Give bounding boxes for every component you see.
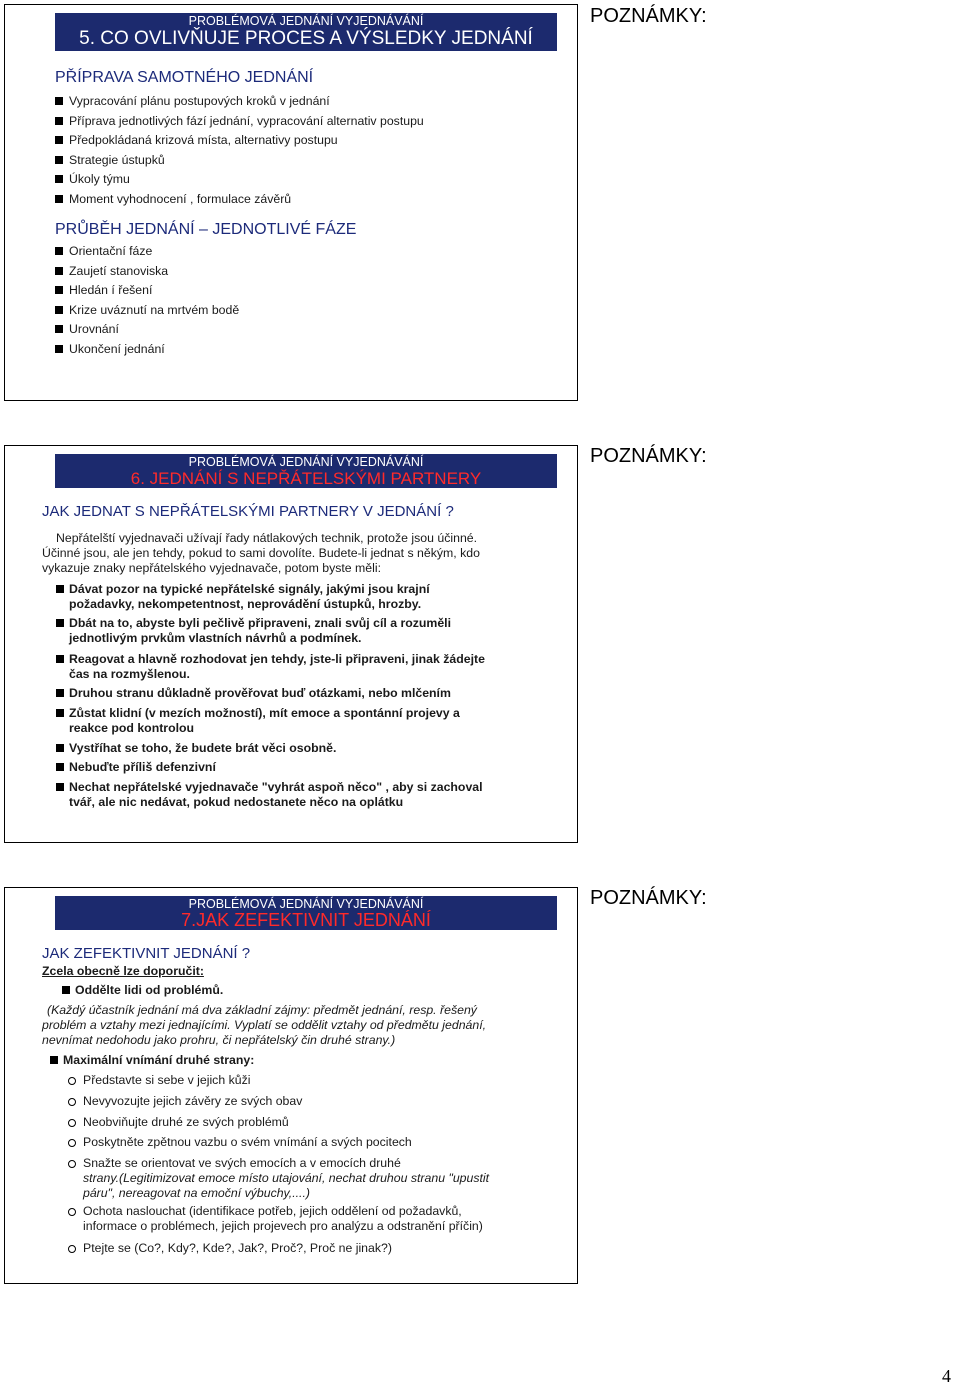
list-item-line: Neobviňujte druhé ze svých problémů — [83, 1115, 289, 1129]
list-item-line: Nevyvozujte jejich závěry ze svých obav — [83, 1094, 303, 1108]
bullet-square-icon — [56, 655, 64, 663]
list-item-line: reakce pod kontrolou — [69, 721, 195, 735]
slide-1-header-subtitle: PROBLÉMOVÁ JEDNÁNÍ VYJEDNÁVÁNÍ — [188, 14, 424, 28]
slide-1-header — [55, 13, 557, 51]
slide-3-item-separate: Oddělte lidi od problémů. — [75, 983, 224, 997]
list-item: Orientační fáze — [69, 244, 153, 258]
bullet-square-icon — [56, 689, 64, 697]
slide-3-header — [55, 896, 557, 930]
list-item-line: Zůstat klidní (v mezích možností), mít emoce a spontánní projevy a — [69, 706, 460, 720]
slide-1-section-2-title: PRŮBĚH JEDNÁNÍ – JEDNOTLIVÉ FÁZE — [55, 221, 357, 238]
bullet-circle-icon — [68, 1077, 76, 1085]
list-item: Příprava jednotlivých fází jednání, vypracování alternativ postupu — [69, 114, 424, 128]
bullet-square-icon — [55, 117, 63, 125]
slide-1-header-title: 5. CO OVLIVŇUJE PROCES A VÝSLEDKY JEDNÁNÍ — [79, 28, 533, 49]
bullet-circle-icon — [68, 1208, 76, 1216]
bullet-square-icon — [55, 286, 63, 294]
bullet-square-icon — [55, 267, 63, 275]
list-item-line: Druhou stranu důkladně prověřovat buď otázkami, nebo mlčením — [69, 686, 451, 700]
slide-3 — [4, 887, 578, 1284]
list-item: Předpokládaná krizová místa, alternativy postupu — [69, 133, 338, 147]
bullet-circle-icon — [68, 1139, 76, 1147]
list-item-line: požadavky, nekompetentnost, neprovádění ústupků, hrozby. — [69, 597, 422, 611]
list-item: Ukončení jednání — [69, 342, 165, 356]
note-line: problém a vztahy mezi jednajícími. Vyplatí se oddělit vztahy od předmětu jednání, — [42, 1018, 487, 1032]
slide-3-item-perception: Maximální vnímání druhé strany: — [63, 1053, 255, 1067]
intro-line: Nepřátelští vyjednavači užívají řady nátlakových technik, protože jsou účinné. — [56, 531, 478, 545]
note-line: nevnímat nedohodu jako prohru, či nepřátelský čin druhé strany.) — [42, 1033, 396, 1047]
list-item-line: Dávat pozor na typické nepřátelské signály, jakými jsou krajní — [69, 582, 430, 596]
list-item-line: Snažte se orientovat ve svých emocích a v emocích druhé — [83, 1156, 401, 1170]
list-item: Urovnání — [69, 322, 119, 336]
bullet-circle-icon — [68, 1098, 76, 1106]
slide-2-header-title: 6. JEDNÁNÍ S NEPŘÁTELSKÝMI PARTNERY — [130, 469, 482, 488]
slide-3-subheading: Zcela obecně lze doporučit: — [42, 964, 204, 978]
slide-1 — [4, 4, 578, 401]
slide-3-notes-label: POZNÁMKY: — [590, 887, 707, 909]
list-item-line: Nebuďte příliš defenzivní — [69, 760, 216, 774]
bullet-square-icon — [62, 986, 70, 994]
intro-line: vykazuje znaky nepřátelského vyjednavače, potom byste měli: — [42, 561, 382, 575]
slide-3-header-subtitle: PROBLÉMOVÁ JEDNÁNÍ VYJEDNÁVÁNÍ — [188, 897, 424, 911]
list-item-line: jednotlivým prvkům vlastních návrhů a podmínek. — [69, 631, 362, 645]
bullet-square-icon — [55, 97, 63, 105]
bullet-square-icon — [50, 1056, 58, 1064]
bullet-square-icon — [55, 156, 63, 164]
bullet-square-icon — [55, 325, 63, 333]
list-item: Hledán í řešení — [69, 283, 153, 297]
bullet-square-icon — [56, 763, 64, 771]
slide-2-header-subtitle: PROBLÉMOVÁ JEDNÁNÍ VYJEDNÁVÁNÍ — [188, 455, 424, 469]
list-item: Strategie ústupků — [69, 153, 165, 167]
list-item-line: strany.(Legitimizovat emoce místo utajování, nechat druhou stranu "upustit — [83, 1171, 490, 1185]
slide-1-notes-label: POZNÁMKY: — [590, 5, 707, 27]
bullet-square-icon — [55, 195, 63, 203]
list-item-line: Nechat nepřátelské vyjednavače "vyhrát aspoň něco" , aby si zachoval — [69, 780, 483, 794]
list-item-line: Ochota naslouchat (identifikace potřeb, jejich oddělení od požadavků, — [83, 1204, 462, 1218]
bullet-square-icon — [56, 783, 64, 791]
bullet-square-icon — [56, 619, 64, 627]
list-item: Krize uváznutí na mrtvém bodě — [69, 303, 240, 317]
bullet-circle-icon — [68, 1245, 76, 1253]
list-item-line: Poskytněte zpětnou vazbu o svém vnímání a svých pocitech — [83, 1135, 412, 1149]
bullet-square-icon — [56, 585, 64, 593]
list-item-line: páru", nereagovat na emoční výbuchy,....) — [83, 1186, 310, 1200]
slide-2 — [4, 445, 578, 843]
list-item: Moment vyhodnocení , formulace závěrů — [69, 192, 292, 206]
bullet-square-icon — [55, 175, 63, 183]
note-line: (Každý účastník jednání má dva základní zájmy: předmět jednání, resp. řešený — [47, 1003, 477, 1017]
bullet-square-icon — [55, 345, 63, 353]
list-item: Vypracování plánu postupových kroků v jednání — [69, 94, 330, 108]
bullet-circle-icon — [68, 1119, 76, 1127]
page-number: 4 — [942, 1366, 951, 1386]
bullet-circle-icon — [68, 1160, 76, 1168]
slide-3-question: JAK ZEFEKTIVNIT JEDNÁNÍ ? — [42, 945, 251, 962]
list-item-line: tvář, ale nic nedávat, pokud nedostanete něco na oplátku — [69, 795, 404, 809]
bullet-square-icon — [55, 136, 63, 144]
list-item-line: Ptejte se (Co?, Kdy?, Kde?, Jak?, Proč?, Proč ne jinak?) — [83, 1241, 392, 1255]
bullet-square-icon — [55, 306, 63, 314]
list-item-line: Dbát na to, abyste byli pečlivě připraveni, znali svůj cíl a rozuměli — [69, 616, 452, 630]
list-item-line: Představte si sebe v jejich kůži — [83, 1073, 251, 1087]
slide-2-header — [55, 454, 557, 488]
bullet-square-icon — [56, 709, 64, 717]
bullet-square-icon — [55, 247, 63, 255]
slide-2-notes-label: POZNÁMKY: — [590, 445, 707, 467]
slide-1-section-1-title: PŘÍPRAVA SAMOTNÉHO JEDNÁNÍ — [55, 69, 314, 86]
list-item: Zaujetí stanoviska — [69, 264, 169, 278]
list-item-line: Vystříhat se toho, že budete brát věci osobně. — [69, 741, 337, 755]
list-item-line: Reagovat a hlavně rozhodovat jen tehdy, jste-li připraveni, jinak žádejte — [69, 652, 485, 666]
list-item: Úkoly týmu — [69, 172, 130, 186]
bullet-square-icon — [56, 744, 64, 752]
list-item-line: informace o problémech, jejich projevech pro analýzu a odstranění příčin) — [83, 1219, 483, 1233]
intro-line: Účinné jsou, ale jen tehdy, pokud to sami dovolíte. Budete-li jednat s někým, kdo — [42, 546, 480, 560]
slide-3-header-title: 7.JAK ZEFEKTIVNIT JEDNÁNÍ — [181, 910, 431, 930]
slide-2-question: JAK JEDNAT S NEPŘÁTELSKÝMI PARTNERY V JEDNÁNÍ ? — [42, 503, 454, 520]
list-item-line: čas na rozmyšlenou. — [69, 667, 190, 681]
